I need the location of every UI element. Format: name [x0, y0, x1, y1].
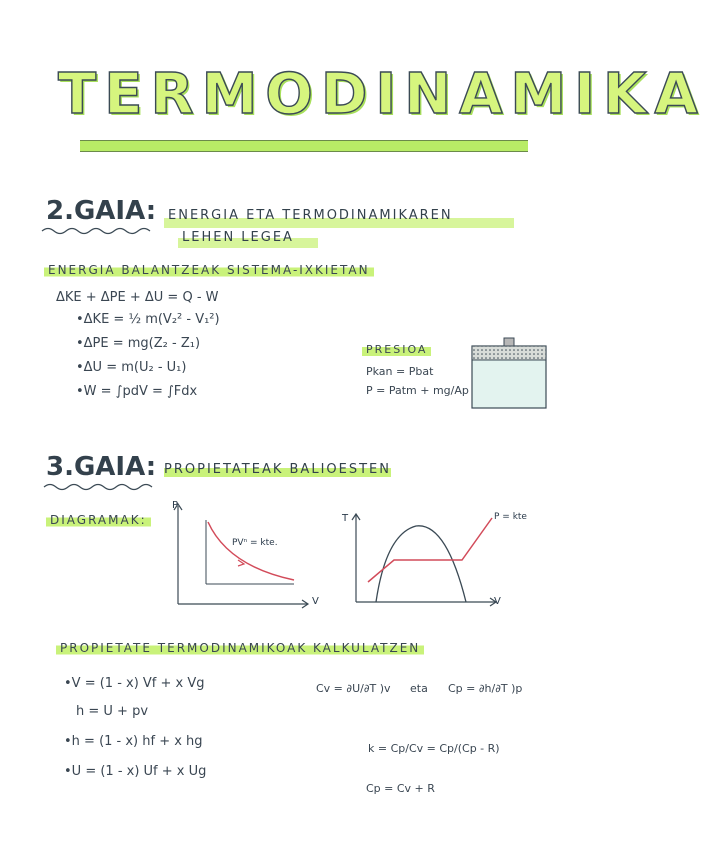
cp-equation: Cp = ∂h/∂T )p [448, 682, 523, 695]
section2-title-line2: LEHEN LEGEA [182, 230, 294, 245]
pv-v-axis-label: V [312, 596, 319, 607]
section2-number: 2.GAIA: [46, 196, 157, 226]
kinetic-energy-equation: •ΔKE = ½ m(V₂² - V₁²) [76, 312, 220, 327]
energy-balance-equation: ΔKE + ΔPE + ΔU = Q - W [56, 290, 219, 305]
potential-energy-equation: •ΔPE = mg(Z₂ - Z₁) [76, 336, 201, 351]
section3-squiggle [42, 482, 162, 492]
quality-enthalpy-equation: •h = (1 - x) hf + x hg [64, 734, 203, 749]
cv-equation: Cv = ∂U/∂T )v [316, 682, 391, 695]
enthalpy-definition: h = U + pv [76, 704, 149, 719]
pv-diagram [168, 500, 328, 612]
section3-title: PROPIETATEAK BALIOESTEN [164, 462, 391, 477]
quality-energy-equation: •U = (1 - x) Uf + x Ug [64, 764, 207, 779]
section2-squiggle [40, 226, 160, 236]
cp-cv-relation: Cp = Cv + R [366, 782, 435, 795]
section3-number: 3.GAIA: [46, 452, 157, 482]
properties-subheading: PROPIETATE TERMODINAMIKOAK KALKULATZEN [56, 640, 424, 656]
tv-diagram [346, 510, 506, 610]
tv-v-axis-label: V [494, 596, 501, 607]
presioa-eq2: P = Patm + mg/Ap [366, 384, 469, 397]
isobar-label: P = kte [494, 512, 527, 522]
quality-volume-equation: •V = (1 - x) Vf + x Vg [64, 676, 205, 691]
eta-word: eta [410, 682, 428, 695]
energy-balance-subheading: ENERGIA BALANTZEAK SISTEMA-IXKIETAN [44, 262, 374, 278]
presioa-label: PRESIOA [362, 342, 431, 357]
piston-cylinder-sketch [468, 336, 552, 412]
presioa-eq1: Pkan = Pbat [366, 365, 434, 378]
page-title: TERMODINAMIKA [58, 62, 706, 127]
tv-t-axis-label: T [342, 513, 349, 524]
k-equation: k = Cp/Cv = Cp/(Cp - R) [368, 742, 500, 755]
section2-title-line1: ENERGIA ETA TERMODINAMIKAREN [168, 208, 453, 223]
pv-p-axis-label: P [172, 500, 179, 511]
internal-energy-equation: •ΔU = m(U₂ - U₁) [76, 360, 187, 375]
title-underline [80, 140, 528, 152]
polytropic-label: PVⁿ = kte. [232, 538, 278, 548]
work-equation: •W = ∫pdV = ∫Fdx [76, 384, 198, 399]
diagramak-label: DIAGRAMAK: [46, 512, 151, 528]
